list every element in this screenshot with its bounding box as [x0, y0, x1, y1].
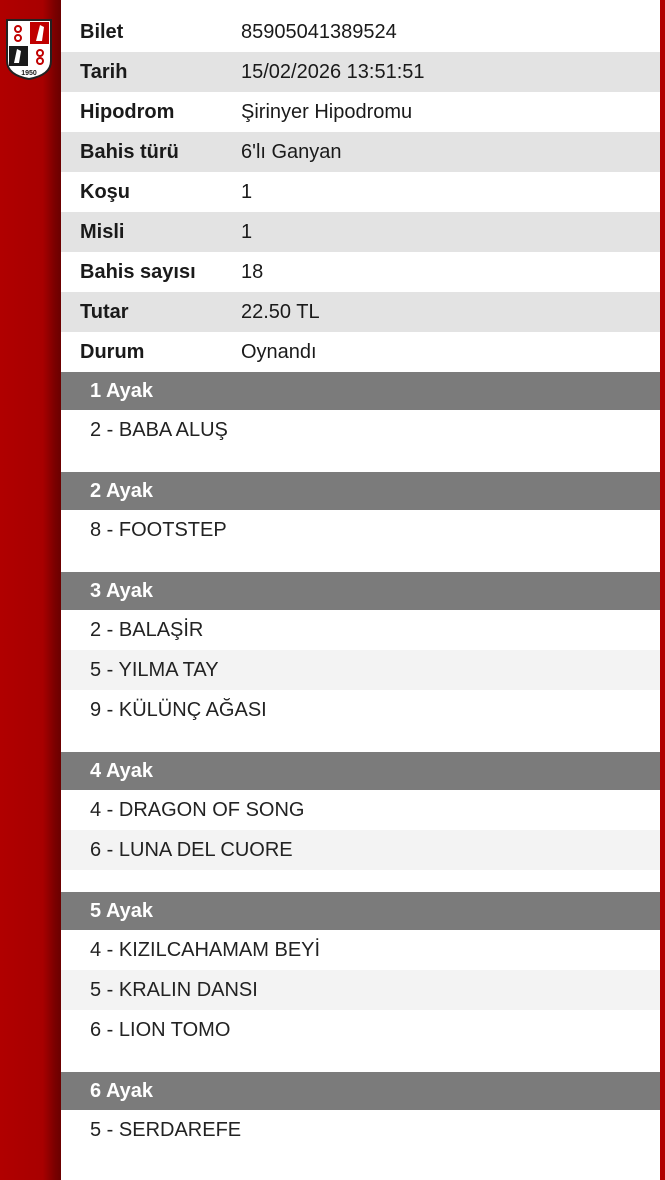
info-row	[61, 212, 660, 252]
info-label: Bahis sayısı	[80, 260, 196, 283]
info-label: Tarih	[80, 60, 128, 83]
info-row	[61, 92, 660, 132]
info-label: Misli	[80, 220, 125, 243]
logo-year-text: 1950	[21, 70, 37, 77]
info-value: 22.50 TL	[241, 300, 320, 323]
runner-item: 4 - DRAGON OF SONG	[90, 798, 305, 821]
runner-item: 5 - KRALIN DANSI	[61, 970, 660, 1010]
leg-header: 2 Ayak	[61, 472, 660, 510]
leg-header: 5 Ayak	[61, 892, 660, 930]
info-label: Tutar	[80, 300, 129, 323]
leg-spacer	[61, 730, 660, 752]
info-value: Oynandı	[241, 340, 317, 363]
runner-item: 2 - BABA ALUŞ	[90, 418, 228, 441]
info-row	[61, 292, 660, 332]
leg-spacer	[61, 870, 660, 892]
info-label: Bahis türü	[80, 140, 179, 163]
info-value: 1	[241, 180, 253, 203]
info-row	[61, 332, 660, 372]
leg-header: 4 Ayak	[61, 752, 660, 790]
left-sidebar-bar	[0, 0, 61, 1180]
runner-item: 6 - LION TOMO	[90, 1018, 231, 1041]
ticket-info-table	[61, 0, 660, 372]
runner-item: 9 - KÜLÜNÇ AĞASI	[90, 698, 267, 721]
info-value: Şirinyer Hipodromu	[241, 100, 413, 123]
info-value: 85905041389524	[241, 21, 397, 43]
info-label: Durum	[80, 340, 145, 363]
info-value: 15/02/2026 13:51:51	[241, 60, 425, 83]
legs-list	[61, 372, 660, 1172]
leg-header: 3 Ayak	[61, 572, 660, 610]
info-value: 1	[241, 220, 253, 243]
info-value: 18	[241, 260, 264, 283]
leg-spacer	[61, 1150, 660, 1172]
info-row	[61, 172, 660, 212]
runner-item: 2 - BALAŞİR	[90, 618, 204, 641]
info-row	[61, 52, 660, 92]
leg-header: 1 Ayak	[61, 372, 660, 410]
info-row	[61, 0, 660, 52]
info-row	[61, 252, 660, 292]
info-value: 6'lı Ganyan	[241, 140, 342, 163]
club-crest-icon	[4, 17, 54, 81]
info-label: Hipodrom	[80, 100, 175, 123]
right-edge-bar	[660, 0, 665, 1180]
runner-item: 5 - YILMA TAY	[61, 650, 660, 690]
runner-item: 8 - FOOTSTEP	[90, 518, 227, 541]
leg-spacer	[61, 1050, 660, 1072]
runner-item: 4 - KIZILCAHAMAM BEYİ	[90, 938, 321, 961]
info-label: Bilet	[80, 21, 124, 43]
ticket-detail-panel	[61, 0, 660, 1180]
leg-spacer	[61, 550, 660, 572]
info-label: Koşu	[80, 180, 130, 203]
runner-item: 6 - LUNA DEL CUORE	[61, 830, 660, 870]
info-row	[61, 132, 660, 172]
runner-item: 5 - SERDAREFE	[90, 1118, 242, 1141]
leg-header: 6 Ayak	[61, 1072, 660, 1110]
leg-spacer	[61, 450, 660, 472]
